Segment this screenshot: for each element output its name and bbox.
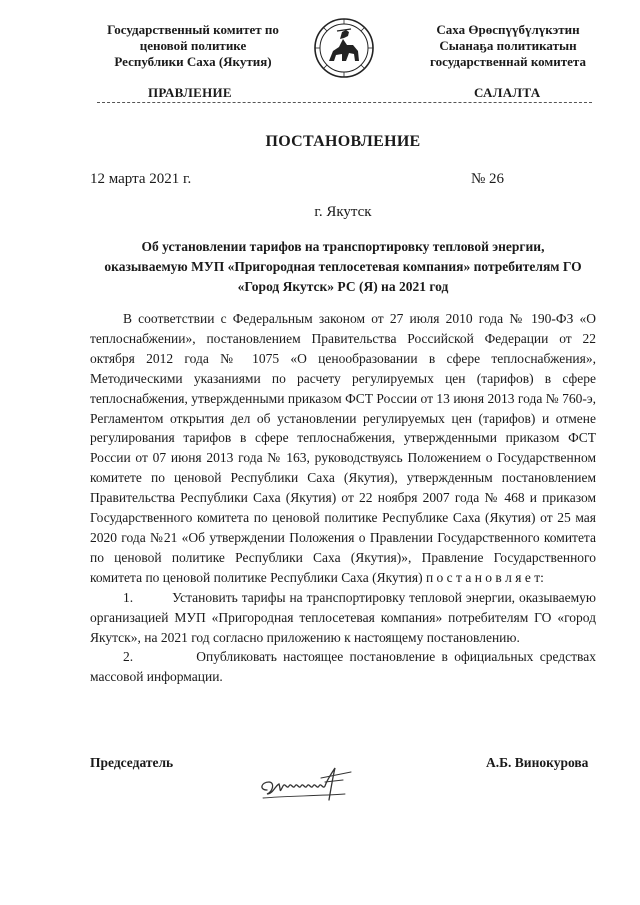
issuer-line: Саха Өрөспүүбүлүкэтин bbox=[436, 22, 580, 37]
issuer-line: ценовой политике bbox=[139, 38, 247, 53]
list-item-text: Опубликовать настоящее постановление в официальных средствах массовой информации. bbox=[90, 649, 596, 685]
signatory-position: Председатель bbox=[90, 755, 174, 770]
issuer-line: Сыанаҕа политикатын bbox=[439, 38, 577, 53]
issuer-line: Государственный комитет по bbox=[107, 22, 279, 37]
board-label-yakut: САЛАЛТА bbox=[474, 85, 541, 100]
coat-of-arms-yakutia-icon bbox=[313, 17, 375, 79]
issuer-line: государственнай комитета bbox=[430, 54, 586, 69]
title-line: оказываемую МУП «Пригородная теплосетевая компания» потребителям ГО bbox=[104, 259, 582, 274]
issuer-line: Республики Саха (Якутия) bbox=[114, 54, 272, 69]
preamble-paragraph: В соответствии с Федеральным законом от 27 июля 2010 года № 190-ФЗ «О теплоснабжении», постановлением Правительства Российской Федерации от 22 октября 2012 года № 1075 «О ценообразовании в сфере теплоснабжения», Методическими указаниями по расчету регулируемых цен (тарифов) в сфере теплоснабжения, утвержденными приказом ФСТ России от 13 июня 2013 года № 760-э, Регламентом открытия дел об установлении регулируемых цен (тарифов) и отмене регулирования тарифов в сфере теплоснабжения, утвержденными приказом ФСТ России от 07 июня 2013 года № 163, руководствуясь Положением о Государственном комитете по ценовой Республики Саха (Якутия), утвержденным постановлением Правительства Республики Саха (Якутия) от 22 ноября 2007 года № 468 и приказом Государственного комитета по ценовой политике Республике Саха (Якутия) от 25 мая 2020 года №21 «Об утверждении Положения о Правлении Государственного комитета по ценовой политике Республики Саха (Якутия)», Правление Государственного комитета по ценовой политике Республики Саха (Якутия) п о с т а н о в л я е т: bbox=[90, 311, 596, 585]
title-line: «Город Якутск» РС (Я) на 2021 год bbox=[237, 279, 449, 294]
list-item-1 bbox=[90, 588, 596, 648]
handwritten-signature bbox=[255, 760, 365, 806]
header-divider bbox=[97, 102, 592, 103]
document-date: 12 марта 2021 г. bbox=[90, 171, 192, 187]
board-label-russian: ПРАВЛЕНИЕ bbox=[148, 85, 232, 100]
document-city: г. Якутск bbox=[314, 204, 372, 220]
document-type: ПОСТАНОВЛЕНИЕ bbox=[265, 133, 421, 150]
signatory-name: А.Б. Винокурова bbox=[486, 755, 589, 770]
list-item-number: 2. bbox=[123, 649, 134, 665]
list-item-number: 1. bbox=[123, 589, 134, 605]
document-number: № 26 bbox=[471, 171, 505, 187]
title-line: Об установлении тарифов на транспортировку тепловой энергии, bbox=[141, 239, 545, 254]
document-title bbox=[90, 237, 596, 297]
list-item-2 bbox=[90, 647, 596, 687]
document-body bbox=[90, 309, 596, 687]
list-item-text: Установить тарифы на транспортировку тепловой энергии, оказываемую организацией МУП «Пригородная теплосетевая компания» потребителям ГО «город Якутск», на 2021 год согласно приложению к настоящему постановлению. bbox=[90, 589, 597, 645]
issuer-name-yakut bbox=[398, 22, 618, 70]
issuer-name-russian bbox=[78, 22, 308, 70]
